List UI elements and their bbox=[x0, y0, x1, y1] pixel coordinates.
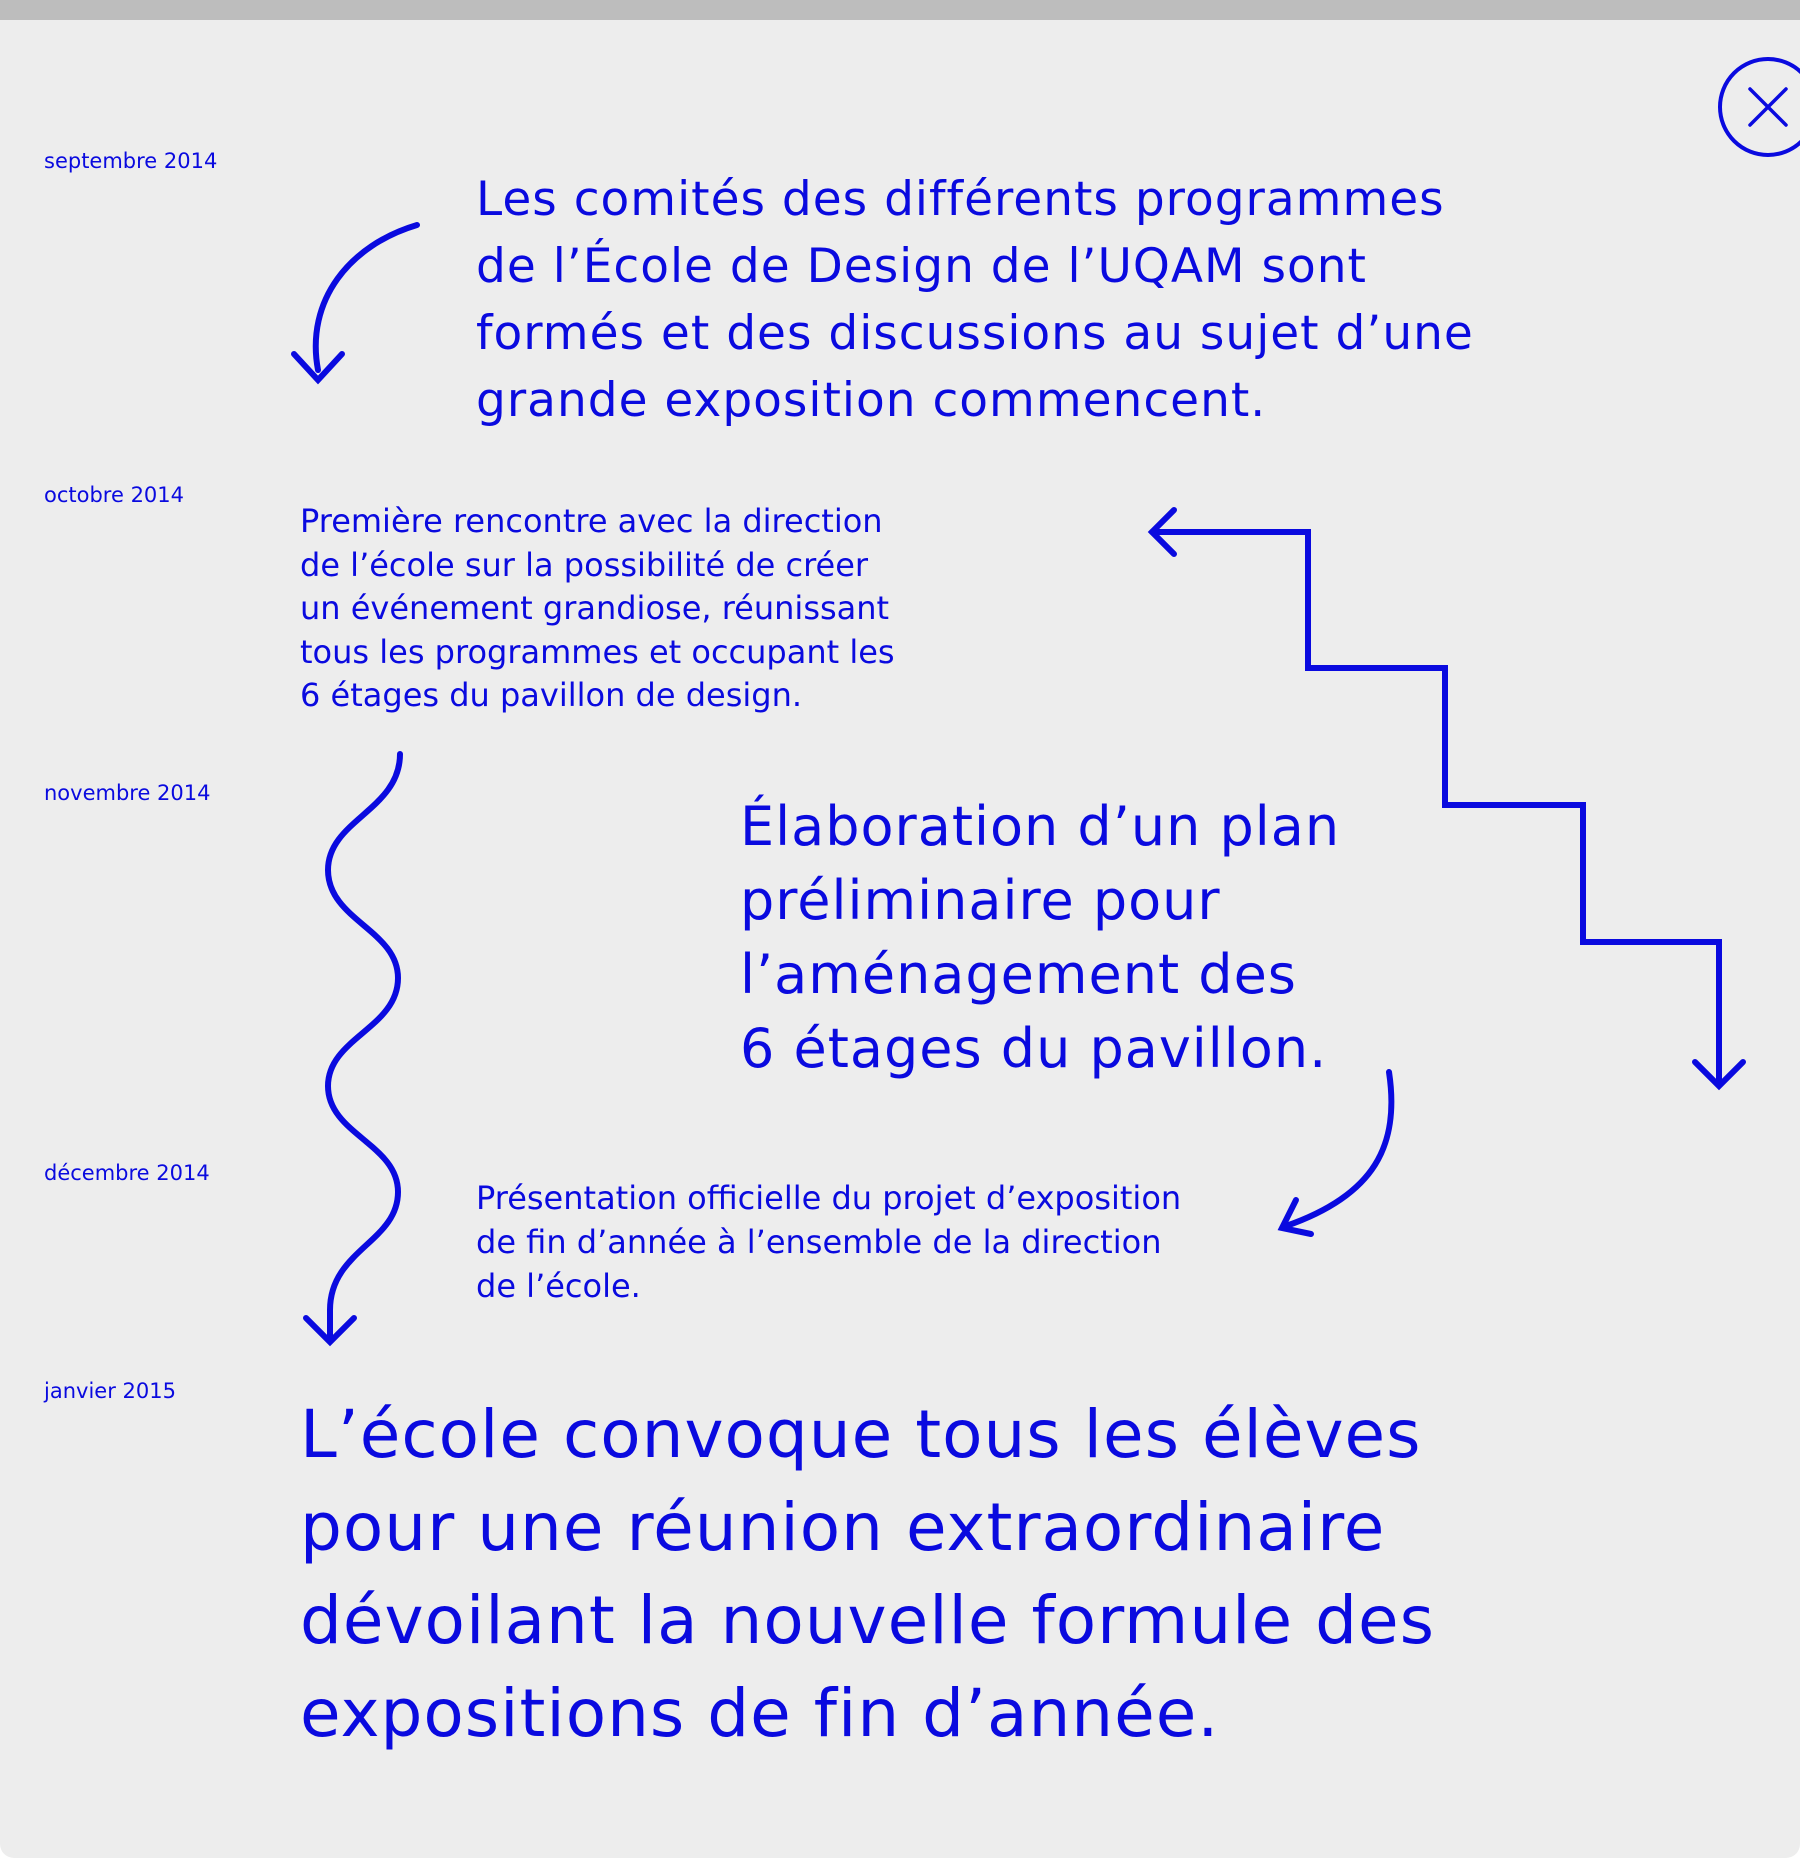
date-septembre-2014: septembre 2014 bbox=[44, 149, 218, 173]
curved-arrow-left-icon bbox=[1282, 1072, 1391, 1234]
entry-novembre-2014: Élaboration d’un plan préliminaire pour l’aménagement des 6 étages du pavillon. bbox=[740, 795, 1341, 1080]
entry-decembre-2014: Présentation officielle du projet d’exposition de fin d’année à l’ensemble de la direction de l’école. bbox=[476, 1179, 1182, 1305]
entry-septembre-2014: Les comités des différents programmes de l’École de Design de l’UQAM sont formés et des discussions au sujet d’une grande exposition commencent. bbox=[476, 172, 1474, 428]
wavy-arrow-down-icon bbox=[306, 754, 400, 1342]
close-button[interactable] bbox=[1717, 56, 1800, 158]
close-icon bbox=[1717, 56, 1800, 158]
date-octobre-2014: octobre 2014 bbox=[44, 483, 185, 507]
entry-octobre-2014: Première rencontre avec la direction de l’école sur la possibilité de créer un événement grandiose, réunissant tous les programmes et occupant les 6 étages du pavillon de design. bbox=[300, 502, 895, 714]
entry-janvier-2015: L’école convoque tous les élèves pour une réunion extraordinaire dévoilant la nouvelle formule des expositions de fin d’année. bbox=[300, 1396, 1435, 1752]
date-decembre-2014: décembre 2014 bbox=[44, 1161, 210, 1185]
curved-arrow-down-icon bbox=[294, 225, 417, 380]
date-janvier-2015: janvier 2015 bbox=[44, 1379, 176, 1403]
date-novembre-2014: novembre 2014 bbox=[44, 781, 211, 805]
